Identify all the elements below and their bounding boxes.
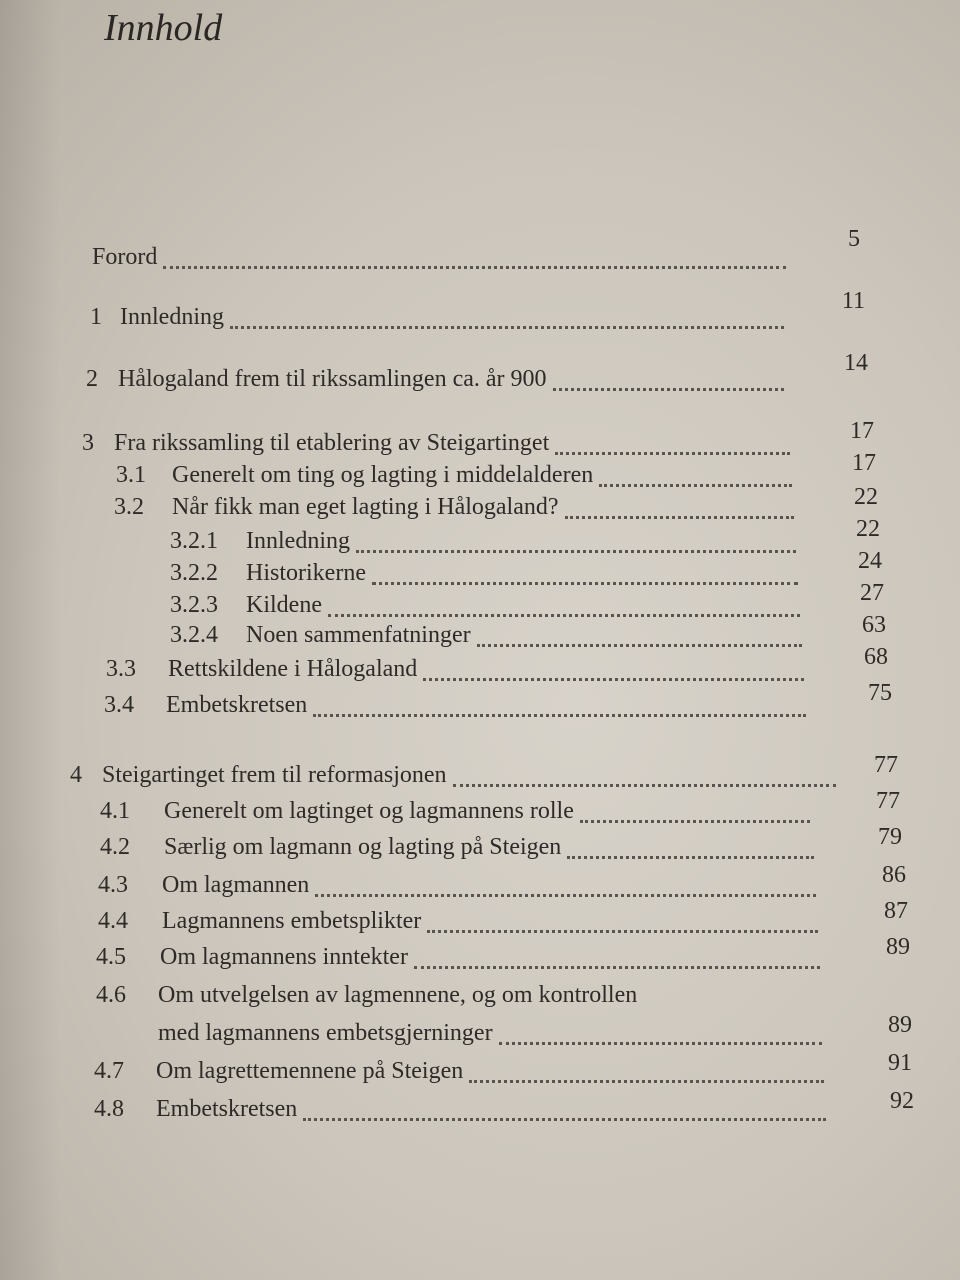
dot-leader <box>230 326 784 329</box>
toc-number: 1 <box>90 304 102 330</box>
dot-leader <box>328 614 800 617</box>
toc-number: 4 <box>70 762 82 788</box>
toc-label: Noen sammenfatninger <box>246 622 471 648</box>
toc-page-number: 22 <box>856 516 880 542</box>
toc-entry-3-4 <box>104 692 812 726</box>
toc-number: 4.1 <box>100 798 130 824</box>
toc-number: 3 <box>82 430 94 456</box>
toc-entry-4-1 <box>100 798 816 832</box>
toc-label: Forord <box>92 244 158 270</box>
dot-leader <box>469 1080 824 1083</box>
toc-number: 3.2.4 <box>170 622 218 648</box>
dot-leader <box>303 1118 826 1121</box>
toc-number: 3.3 <box>106 656 136 682</box>
toc-page-number: 87 <box>884 898 908 924</box>
toc-number: 3.1 <box>116 462 146 488</box>
toc-page-number: 22 <box>854 484 878 510</box>
toc-entry-3-3 <box>106 656 810 690</box>
dot-leader <box>499 1042 822 1045</box>
dot-leader <box>567 856 814 859</box>
toc-page-number: 79 <box>878 824 902 850</box>
dot-leader <box>414 966 820 969</box>
toc-entry-4-4 <box>98 908 824 942</box>
dot-leader <box>555 452 790 455</box>
toc-page-number: 77 <box>874 752 898 778</box>
toc-page-number: 5 <box>848 226 860 252</box>
toc-label: Rettskildene i Hålogaland <box>168 656 418 682</box>
toc-label: Innledning <box>120 304 224 330</box>
dot-leader <box>565 516 794 519</box>
toc-label: Fra rikssamling til etablering av Steigartinget <box>114 430 550 456</box>
toc-page-number: 14 <box>844 350 868 376</box>
toc-entry-4-6-continued <box>158 1020 828 1054</box>
dot-leader <box>599 484 792 487</box>
toc-number: 4.2 <box>100 834 130 860</box>
toc-number: 3.2 <box>114 494 144 520</box>
toc-label: Embetskretsen <box>156 1096 298 1122</box>
dot-leader <box>453 784 836 787</box>
toc-entry-3-2-3 <box>170 592 806 626</box>
toc-entry-3 <box>82 430 796 464</box>
toc-page-number: 11 <box>841 288 865 314</box>
toc-number: 3.2.2 <box>170 560 218 586</box>
toc-number: 4.4 <box>98 908 128 934</box>
toc-entry-3-2 <box>114 494 800 528</box>
toc-entry-3-2-1 <box>170 528 802 562</box>
dot-leader <box>315 894 816 897</box>
dot-leader <box>423 678 804 681</box>
toc-page-number: 77 <box>876 788 900 814</box>
dot-leader <box>163 266 786 269</box>
toc-entry-4-7 <box>94 1058 830 1092</box>
toc-page-number: 89 <box>888 1012 912 1038</box>
toc-number: 3.2.3 <box>170 592 218 618</box>
toc-page-number: 91 <box>888 1050 912 1076</box>
toc-page-number: 89 <box>886 934 910 960</box>
toc-number: 4.6 <box>96 982 126 1008</box>
dot-leader <box>477 644 802 647</box>
toc-page-number: 24 <box>858 548 882 574</box>
toc-number: 4.8 <box>94 1096 124 1122</box>
toc-entry-1 <box>90 304 790 338</box>
toc-label: Om lagmannen <box>162 872 310 898</box>
toc-entry-4-5 <box>96 944 826 978</box>
dot-leader <box>313 714 806 717</box>
toc-entry-4-2 <box>100 834 820 868</box>
toc-label-continued: med lagmannens embetsgjerninger <box>158 1020 493 1046</box>
toc-label: Lagmannens embetsplikter <box>162 908 422 934</box>
toc-page-number: 63 <box>862 612 886 638</box>
dot-leader <box>553 388 784 391</box>
toc-entry-3-2-4 <box>170 622 808 656</box>
toc-number: 3.4 <box>104 692 134 718</box>
toc-label: Embetskretsen <box>166 692 308 718</box>
toc-entry-2 <box>86 366 790 400</box>
toc-label: Steigartinget frem til reformasjonen <box>102 762 447 788</box>
toc-entry-4-3 <box>98 872 822 906</box>
toc-label: Kildene <box>246 592 322 618</box>
dot-leader <box>372 582 798 585</box>
toc-entry-4-6 <box>96 982 836 1016</box>
toc-page-number: 17 <box>850 418 874 444</box>
toc-number: 4.5 <box>96 944 126 970</box>
toc-label: Om utvelgelsen av lagmennene, og om kontrollen <box>158 982 638 1008</box>
toc-label: Innledning <box>246 528 350 554</box>
page-shadow <box>0 0 60 1280</box>
toc-page-number: 17 <box>852 450 876 476</box>
toc-page-number: 92 <box>890 1088 914 1114</box>
dot-leader <box>427 930 818 933</box>
toc-entry-3-1 <box>116 462 798 496</box>
toc-label: Når fikk man eget lagting i Hålogaland? <box>172 494 559 520</box>
toc-label: Hålogaland frem til rikssamlingen ca. år 900 <box>118 366 547 392</box>
toc-number: 4.3 <box>98 872 128 898</box>
toc-entry-4-8 <box>94 1096 832 1130</box>
toc-label: Generelt om ting og lagting i middelalderen <box>172 462 594 488</box>
toc-page-number: 86 <box>882 862 906 888</box>
toc-label: Historikerne <box>246 560 366 586</box>
toc-label: Generelt om lagtinget og lagmannens rolle <box>164 798 574 824</box>
page-title: Innhold <box>104 7 223 49</box>
toc-entry-3-2-2 <box>170 560 804 594</box>
toc-number: 4.7 <box>94 1058 124 1084</box>
dot-leader <box>580 820 810 823</box>
toc-entry-forord <box>92 244 792 278</box>
toc-entry-4 <box>70 762 842 796</box>
toc-label: Om lagrettemennene på Steigen <box>156 1058 464 1084</box>
toc-number: 2 <box>86 366 98 392</box>
toc-number: 3.2.1 <box>170 528 218 554</box>
toc-page-number: 75 <box>868 680 892 706</box>
toc-page-number: 68 <box>864 644 888 670</box>
dot-leader <box>356 550 796 553</box>
toc-label: Om lagmannens inntekter <box>160 944 408 970</box>
toc-label: Særlig om lagmann og lagting på Steigen <box>164 834 562 860</box>
toc-page-number: 27 <box>860 580 884 606</box>
